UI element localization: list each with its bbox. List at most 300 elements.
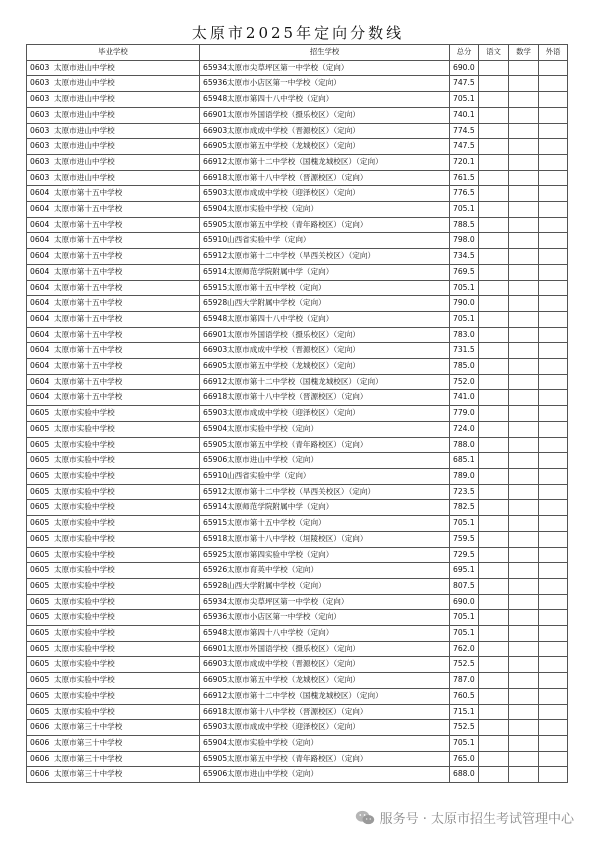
school-name: 太原市第十五中学校	[54, 266, 123, 276]
target-cell	[200, 421, 450, 437]
target-code: 66918	[203, 172, 228, 182]
math-cell	[509, 468, 539, 484]
total-cell	[450, 531, 479, 547]
total-cell	[450, 296, 479, 312]
chinese-cell	[479, 767, 509, 783]
chinese-cell	[479, 374, 509, 390]
total-score: 790.0	[453, 298, 475, 308]
chinese-cell	[479, 610, 509, 626]
math-cell	[509, 657, 539, 673]
school-cell	[27, 484, 200, 500]
math-cell	[509, 154, 539, 170]
school-code: 0605	[30, 470, 50, 480]
target-cell	[200, 359, 450, 375]
wechat-icon	[355, 810, 375, 825]
english-cell	[539, 327, 568, 343]
target-name: 太原市小店区第一中学校（定向）	[227, 612, 341, 622]
target-name: 太原市进山中学校（定向）	[227, 769, 319, 779]
total-score: 705.1	[453, 612, 475, 622]
total-cell	[450, 327, 479, 343]
total-cell	[450, 688, 479, 704]
target-code: 66901	[203, 329, 228, 339]
target-name: 太原市第十五中学校（定向）	[227, 518, 326, 528]
target-code: 65912	[203, 251, 228, 261]
table-row	[27, 563, 568, 579]
target-name: 太原市第五中学校（青年路校区）（定向）	[227, 753, 368, 763]
total-score: 740.1	[453, 109, 475, 119]
math-cell	[509, 531, 539, 547]
school-cell	[27, 374, 200, 390]
total-cell	[450, 359, 479, 375]
target-code: 65904	[203, 737, 228, 747]
table-row	[27, 217, 568, 233]
table-row	[27, 767, 568, 783]
target-name: 太原市第五中学校（龙城校区）（定向）	[227, 675, 360, 685]
target-name: 太原市小店区第一中学校（定向）	[227, 78, 341, 88]
total-score: 785.0	[453, 361, 475, 371]
english-cell	[539, 453, 568, 469]
english-cell	[539, 421, 568, 437]
math-cell	[509, 233, 539, 249]
school-name: 太原市第十五中学校	[54, 235, 123, 245]
school-code: 0605	[30, 612, 50, 622]
school-cell	[27, 516, 200, 532]
school-name: 太原市第十五中学校	[54, 204, 123, 214]
english-cell	[539, 500, 568, 516]
total-score: 705.1	[453, 94, 475, 104]
school-cell	[27, 359, 200, 375]
target-cell	[200, 154, 450, 170]
school-name: 太原市实验中学校	[54, 408, 115, 418]
chinese-cell	[479, 406, 509, 422]
chinese-cell	[479, 641, 509, 657]
english-cell	[539, 547, 568, 563]
target-code: 65910	[203, 235, 228, 245]
target-name: 太原市第十八中学校（晋源校区）（定向）	[227, 706, 368, 716]
school-code: 0605	[30, 706, 50, 716]
target-name: 太原市第四十八中学校（定向）	[227, 628, 334, 638]
school-code: 0603	[30, 125, 50, 135]
math-cell	[509, 767, 539, 783]
table-row	[27, 437, 568, 453]
school-name: 太原市第十五中学校	[54, 188, 123, 198]
school-code: 0605	[30, 675, 50, 685]
english-cell	[539, 311, 568, 327]
school-code: 0604	[30, 361, 50, 371]
target-name: 太原师范学院附属中学（定向）	[227, 266, 334, 276]
school-code: 0605	[30, 596, 50, 606]
math-cell	[509, 280, 539, 296]
target-code: 65912	[203, 486, 228, 496]
target-name: 太原市第十二中学校（旱西关校区）（定向）	[227, 251, 376, 261]
total-score: 788.0	[453, 439, 475, 449]
target-cell	[200, 610, 450, 626]
chinese-cell	[479, 296, 509, 312]
english-cell	[539, 154, 568, 170]
math-cell	[509, 92, 539, 108]
school-cell	[27, 641, 200, 657]
target-cell	[200, 767, 450, 783]
total-score: 774.5	[453, 125, 475, 135]
school-name: 太原市第十五中学校	[54, 361, 123, 371]
total-cell	[450, 720, 479, 736]
total-cell	[450, 735, 479, 751]
school-code: 0605	[30, 565, 50, 575]
table-row	[27, 626, 568, 642]
table-row	[27, 311, 568, 327]
english-cell	[539, 60, 568, 76]
school-name: 太原市进山中学校	[54, 172, 115, 182]
target-code: 65948	[203, 94, 228, 104]
target-name: 太原市尖草坪区第一中学校（定向）	[227, 596, 349, 606]
target-name: 太原市成成中学校（晋源校区）（定向）	[227, 345, 360, 355]
target-cell	[200, 107, 450, 123]
chinese-cell	[479, 500, 509, 516]
target-cell	[200, 704, 450, 720]
target-cell	[200, 626, 450, 642]
school-cell	[27, 751, 200, 767]
school-code: 0605	[30, 486, 50, 496]
target-code: 65925	[203, 549, 228, 559]
math-cell	[509, 60, 539, 76]
school-code: 0604	[30, 282, 50, 292]
school-name: 太原市进山中学校	[54, 141, 115, 151]
school-name: 太原市实验中学校	[54, 612, 115, 622]
school-name: 太原市实验中学校	[54, 580, 115, 590]
english-cell	[539, 767, 568, 783]
total-cell	[450, 60, 479, 76]
school-code: 0605	[30, 423, 50, 433]
school-code: 0604	[30, 313, 50, 323]
school-cell	[27, 233, 200, 249]
total-score: 798.0	[453, 235, 475, 245]
math-cell	[509, 202, 539, 218]
math-cell	[509, 610, 539, 626]
target-name: 太原市第五中学校（青年路校区）（定向）	[227, 219, 368, 229]
total-score: 782.5	[453, 502, 475, 512]
chinese-cell	[479, 311, 509, 327]
table-row	[27, 578, 568, 594]
total-score: 695.1	[453, 565, 475, 575]
school-name: 太原市实验中学校	[54, 470, 115, 480]
school-cell	[27, 453, 200, 469]
target-cell	[200, 673, 450, 689]
target-code: 66912	[203, 376, 228, 386]
target-code: 66918	[203, 392, 228, 402]
school-name: 太原市进山中学校	[54, 109, 115, 119]
target-cell	[200, 123, 450, 139]
target-name: 太原市成成中学校（晋源校区）（定向）	[227, 125, 360, 135]
total-cell	[450, 264, 479, 280]
target-code: 65904	[203, 423, 228, 433]
target-name: 太原市第十五中学校（定向）	[227, 282, 326, 292]
english-cell	[539, 217, 568, 233]
total-cell	[450, 563, 479, 579]
target-code: 65934	[203, 596, 228, 606]
table-row	[27, 92, 568, 108]
math-cell	[509, 186, 539, 202]
school-name: 太原市第十五中学校	[54, 376, 123, 386]
school-code: 0605	[30, 439, 50, 449]
school-code: 0603	[30, 141, 50, 151]
chinese-cell	[479, 437, 509, 453]
english-cell	[539, 249, 568, 265]
total-score: 747.5	[453, 78, 475, 88]
school-name: 太原市实验中学校	[54, 628, 115, 638]
table-row	[27, 751, 568, 767]
school-name: 太原市第十五中学校	[54, 298, 123, 308]
school-code: 0604	[30, 345, 50, 355]
math-cell	[509, 547, 539, 563]
target-code: 65914	[203, 502, 228, 512]
school-cell	[27, 547, 200, 563]
school-code: 0603	[30, 156, 50, 166]
school-code: 0605	[30, 502, 50, 512]
table-row	[27, 343, 568, 359]
school-cell	[27, 767, 200, 783]
school-cell	[27, 92, 200, 108]
school-cell	[27, 594, 200, 610]
target-code: 65936	[203, 612, 228, 622]
target-name: 太原市实验中学校（定向）	[227, 204, 319, 214]
target-code: 66903	[203, 125, 228, 135]
total-cell	[450, 92, 479, 108]
school-name: 太原市实验中学校	[54, 596, 115, 606]
school-code: 0605	[30, 643, 50, 653]
total-cell	[450, 657, 479, 673]
target-name: 太原市第十八中学校（垣陵校区）（定向）	[227, 533, 368, 543]
math-cell	[509, 484, 539, 500]
english-cell	[539, 406, 568, 422]
total-cell	[450, 704, 479, 720]
math-cell	[509, 641, 539, 657]
total-cell	[450, 390, 479, 406]
math-cell	[509, 123, 539, 139]
math-cell	[509, 390, 539, 406]
english-cell	[539, 673, 568, 689]
target-cell	[200, 500, 450, 516]
table-row	[27, 735, 568, 751]
total-score: 690.0	[453, 62, 475, 72]
school-code: 0604	[30, 251, 50, 261]
table-row	[27, 657, 568, 673]
school-code: 0604	[30, 392, 50, 402]
math-cell	[509, 453, 539, 469]
math-cell	[509, 500, 539, 516]
total-score: 705.1	[453, 737, 475, 747]
target-code: 66905	[203, 675, 228, 685]
target-cell	[200, 735, 450, 751]
target-cell	[200, 92, 450, 108]
school-name: 太原市进山中学校	[54, 125, 115, 135]
school-code: 0604	[30, 266, 50, 276]
total-score: 765.0	[453, 753, 475, 763]
target-name: 太原市育英中学校（定向）	[227, 565, 319, 575]
english-cell	[539, 123, 568, 139]
school-code: 0606	[30, 737, 50, 747]
chinese-cell	[479, 264, 509, 280]
target-cell	[200, 531, 450, 547]
school-name: 太原市第三十中学校	[54, 753, 123, 763]
school-name: 太原市第十五中学校	[54, 345, 123, 355]
target-cell	[200, 264, 450, 280]
school-name: 太原市实验中学校	[54, 565, 115, 575]
math-cell	[509, 170, 539, 186]
english-cell	[539, 594, 568, 610]
chinese-cell	[479, 563, 509, 579]
footer-text: 服务号 · 太原市招生考试管理中心	[379, 812, 574, 827]
school-name: 太原市第三十中学校	[54, 737, 123, 747]
target-name: 太原市第十二中学校（旱西关校区）（定向）	[227, 486, 376, 496]
math-cell	[509, 578, 539, 594]
school-cell	[27, 610, 200, 626]
table-row	[27, 327, 568, 343]
target-cell	[200, 327, 450, 343]
table-row	[27, 280, 568, 296]
school-cell	[27, 280, 200, 296]
target-name: 太原市成成中学校（迎泽校区）（定向）	[227, 408, 360, 418]
target-cell	[200, 657, 450, 673]
school-code: 0604	[30, 204, 50, 214]
target-cell	[200, 547, 450, 563]
math-cell	[509, 516, 539, 532]
total-score: 741.0	[453, 392, 475, 402]
total-score: 705.1	[453, 628, 475, 638]
target-cell	[200, 233, 450, 249]
chinese-cell	[479, 107, 509, 123]
target-code: 66912	[203, 690, 228, 700]
target-cell	[200, 343, 450, 359]
target-name: 太原市第十二中学校（国槐龙城校区）（定向）	[227, 690, 383, 700]
target-name: 山西大学附属中学校（定向）	[227, 298, 326, 308]
school-cell	[27, 76, 200, 92]
school-name: 太原市第十五中学校	[54, 282, 123, 292]
total-score: 705.1	[453, 282, 475, 292]
target-cell	[200, 453, 450, 469]
chinese-cell	[479, 186, 509, 202]
chinese-cell	[479, 280, 509, 296]
school-name: 太原市进山中学校	[54, 156, 115, 166]
school-code: 0603	[30, 78, 50, 88]
target-name: 太原市外国语学校（摄乐校区）（定向）	[227, 329, 360, 339]
table-row	[27, 720, 568, 736]
chinese-cell	[479, 327, 509, 343]
english-cell	[539, 280, 568, 296]
total-cell	[450, 673, 479, 689]
english-cell	[539, 751, 568, 767]
target-cell	[200, 296, 450, 312]
english-cell	[539, 437, 568, 453]
target-code: 66905	[203, 361, 228, 371]
target-name: 山西省实验中学（定向）	[227, 470, 311, 480]
table-row	[27, 249, 568, 265]
math-cell	[509, 626, 539, 642]
school-cell	[27, 657, 200, 673]
target-cell	[200, 139, 450, 155]
target-code: 66905	[203, 141, 228, 151]
school-code: 0605	[30, 533, 50, 543]
target-code: 65948	[203, 628, 228, 638]
school-cell	[27, 720, 200, 736]
school-cell	[27, 311, 200, 327]
school-name: 太原市实验中学校	[54, 533, 115, 543]
math-cell	[509, 704, 539, 720]
table-row	[27, 296, 568, 312]
total-score: 685.1	[453, 455, 475, 465]
math-cell	[509, 720, 539, 736]
chinese-cell	[479, 484, 509, 500]
total-cell	[450, 641, 479, 657]
target-cell	[200, 60, 450, 76]
target-code: 65948	[203, 313, 228, 323]
school-cell	[27, 170, 200, 186]
math-cell	[509, 296, 539, 312]
target-name: 太原市成成中学校（晋源校区）（定向）	[227, 659, 360, 669]
total-cell	[450, 139, 479, 155]
math-cell	[509, 327, 539, 343]
table-row	[27, 421, 568, 437]
school-name: 太原市第三十中学校	[54, 769, 123, 779]
table-row	[27, 406, 568, 422]
math-cell	[509, 673, 539, 689]
target-code: 65928	[203, 298, 228, 308]
total-score: 729.5	[453, 549, 475, 559]
target-name: 太原市进山中学校（定向）	[227, 455, 319, 465]
school-name: 太原市进山中学校	[54, 62, 115, 72]
total-cell	[450, 374, 479, 390]
math-cell	[509, 751, 539, 767]
total-score: 747.5	[453, 141, 475, 151]
total-score: 723.5	[453, 486, 475, 496]
table-row	[27, 107, 568, 123]
school-cell	[27, 437, 200, 453]
english-cell	[539, 92, 568, 108]
table-row	[27, 186, 568, 202]
math-cell	[509, 735, 539, 751]
table-row	[27, 673, 568, 689]
target-code: 66901	[203, 643, 228, 653]
school-cell	[27, 343, 200, 359]
school-cell	[27, 107, 200, 123]
target-cell	[200, 186, 450, 202]
table-header-row	[27, 45, 568, 61]
table-row	[27, 233, 568, 249]
total-score: 752.5	[453, 659, 475, 669]
school-cell	[27, 626, 200, 642]
table-row	[27, 704, 568, 720]
school-cell	[27, 735, 200, 751]
english-cell	[539, 139, 568, 155]
math-cell	[509, 563, 539, 579]
math-cell	[509, 406, 539, 422]
footer	[355, 808, 574, 827]
chinese-cell	[479, 92, 509, 108]
chinese-cell	[479, 688, 509, 704]
school-code: 0605	[30, 580, 50, 590]
math-cell	[509, 359, 539, 375]
table-row	[27, 123, 568, 139]
target-name: 山西省实验中学（定向）	[227, 235, 311, 245]
school-code: 0605	[30, 518, 50, 528]
total-cell	[450, 280, 479, 296]
school-cell	[27, 563, 200, 579]
chinese-cell	[479, 453, 509, 469]
school-name: 太原市第三十中学校	[54, 722, 123, 732]
header-target: 招生学校	[200, 45, 450, 61]
target-name: 太原师范学院附属中学（定向）	[227, 502, 334, 512]
target-code: 66901	[203, 109, 228, 119]
total-cell	[450, 202, 479, 218]
